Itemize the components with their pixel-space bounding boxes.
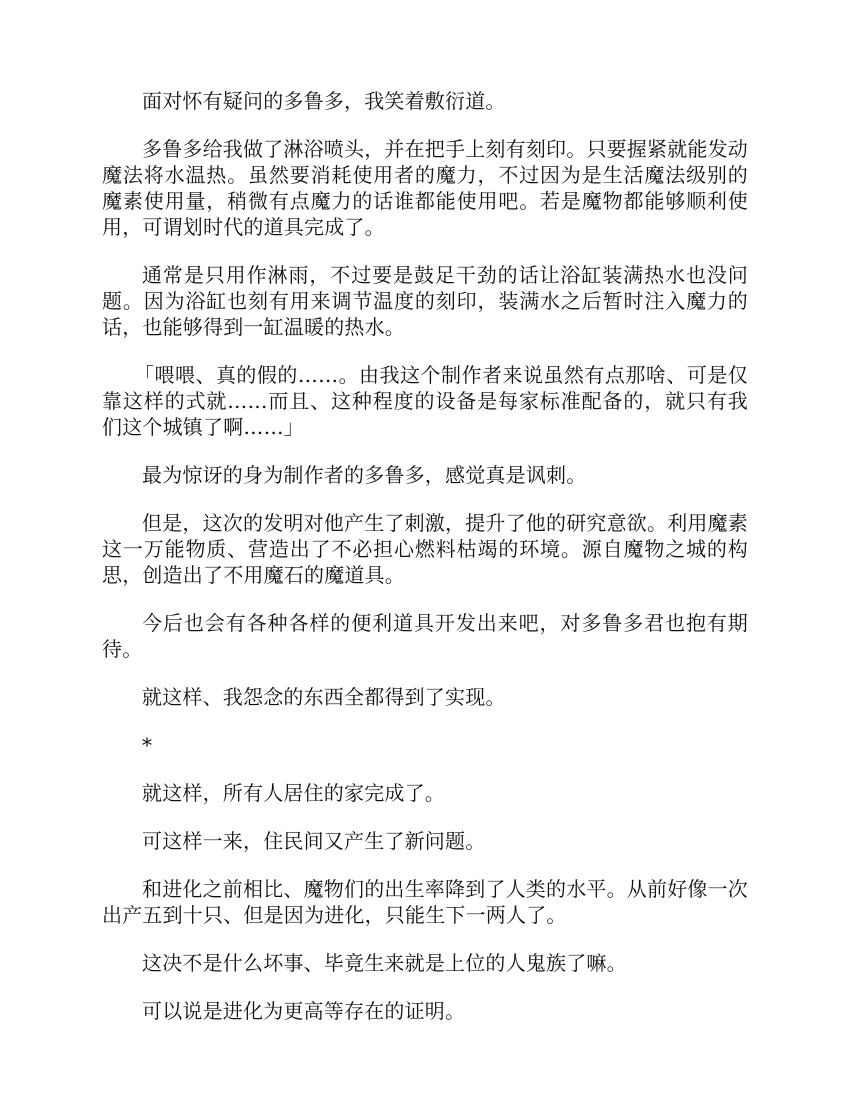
paragraph: 今后也会有各种各样的便利道具开发出来吧，对多鲁多君也抱有期待。 [102,611,748,661]
document-page [102,88,748,1046]
paragraph: 最为惊讶的身为制作者的多鲁多，感觉真是讽刺。 [142,463,587,487]
paragraph: 就这样，所有人居住的家完成了。 [142,781,445,805]
paragraph: 和进化之前相比、魔物们的出生率降到了人类的水平。从前好像一次出产五到十只、但是因为进化，只能生下一两人了。 [102,877,748,927]
paragraph: 通常是只用作淋雨，不过要是鼓足干劲的话让浴缸装满热水也没问题。因为浴缸也刻有用来调节温度的刻印，装满水之后暂时注入魔力的话，也能够得到一缸温暖的热水。 [102,263,748,339]
paragraph: 可以说是进化为更高等存在的证明。 [142,999,466,1023]
paragraph: 但是，这次的发明对他产生了刺激，提升了他的研究意欲。利用魔素这一万能物质、营造出了不必担心燃料枯竭的环境。源自魔物之城的构思，创造出了不用魔石的魔道具。 [102,511,748,587]
paragraph: 可这样一来，住民间又产生了新问题。 [142,829,486,853]
paragraph: 面对怀有疑问的多鲁多，我笑着敷衍道。 [142,89,506,113]
scene-break: * [142,733,153,757]
paragraph: 就这样、我怨念的东西全都得到了实现。 [142,685,506,709]
dialogue-paragraph: 「喂喂、真的假的……。由我这个制作者来说虽然有点那啥、可是仅靠这样的式就……而且、这种程度的设备是每家标准配备的，就只有我们这个城镇了啊……」 [102,363,748,439]
paragraph: 这决不是什么坏事、毕竟生来就是上位的人鬼族了嘛。 [142,951,627,975]
paragraph: 多鲁多给我做了淋浴喷头，并在把手上刻有刻印。只要握紧就能发动魔法将水温热。虽然要消耗使用者的魔力，不过因为是生活魔法级别的魔素使用量，稍微有点魔力的话谁都能使用吧。若是魔物都能够顺利使用，可谓划时代的道具完成了。 [102,137,748,239]
